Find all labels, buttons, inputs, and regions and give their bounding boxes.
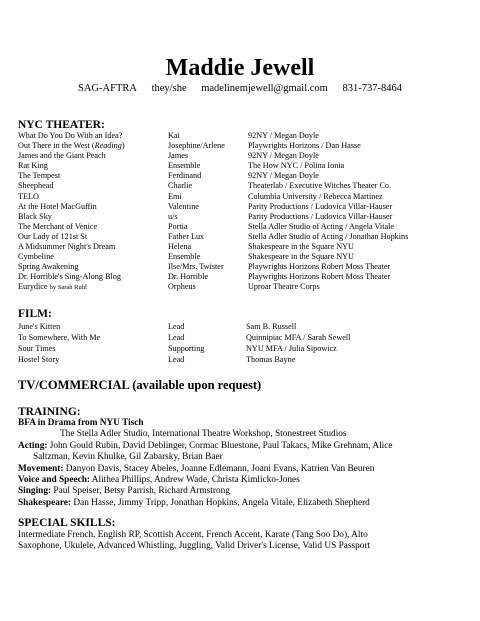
role: Helena [168,242,192,252]
contact-line [0,82,480,96]
company: Shakespeare in the Square NYU [248,242,354,252]
company: Columbia University / Rebecca Martinez [248,191,383,201]
tv-commercial-heading: TV/COMMERCIAL (available upon request) [18,378,262,392]
role: Portia [168,221,188,231]
show-title: Our Lady of 121st St [18,231,88,241]
director: NYU MFA / Julia Sipowicz [246,344,337,353]
show-title: Sheephead [18,181,54,191]
pronouns: they/she [151,83,187,94]
training-item-movement: Movement: Danyon Davis, Stacey Abeles, Joanne Edlemann, Joani Evans, Katrien Van Beuren [18,463,375,474]
role: Lead [168,355,185,364]
company: Playwrights Horizons Robert Moss Theater [248,272,391,282]
company: Uproar Theatre Corps [248,282,320,292]
company: Stella Adler Studio of Acting / Jonathan Hopkins [248,231,409,241]
company: Parity Productions / Ludovica Villar-Hauser [248,211,393,221]
show-title: Rat King [18,161,48,171]
company: 92NY / Megan Doyle [248,151,319,161]
training-item-voice: Voice and Speech: Alithea Phillips, Andrew Wade, Christa Kimlicko-Jones [18,475,300,486]
company: 92NY / Megan Doyle [248,171,319,181]
director: Thomas Bayne [246,355,296,364]
show-title: Spring Awakening [18,262,79,272]
show-title: Cymbeline [18,252,54,262]
role: James [168,151,189,161]
training-heading: TRAINING: [18,406,81,418]
role: Ferdinand [168,171,202,181]
phone-number: 831-737-8464 [342,83,402,94]
show-title: James and the Giant Peach [18,151,106,161]
training-item-shakespeare: Shakespeare: Dan Hasse, Jimmy Tripp, Jonathan Hopkins, Angela Vitale, Elizabeth Shepherd [18,497,370,508]
director: Quinnipiac MFA / Sarah Sewell [246,333,351,342]
role: Ensemble [168,252,201,262]
show-title: Eurydice by Sarah Ruhl [18,282,87,292]
show-title: The Merchant of Venice [18,221,98,231]
degree: BFA in Drama from NYU Tisch [18,418,144,428]
special-skills-heading: SPECIAL SKILLS: [18,517,116,529]
film-title: Hostel Story [18,355,60,364]
show-title: What Do You Do With an Idea? [18,131,123,140]
actor-name: Maddie Jewell [165,55,315,81]
role: Lead [168,333,185,342]
film-title: To Somewhere, With Me [18,333,101,342]
role: Ensemble [168,161,201,171]
film-title: June's Kitten [18,322,61,331]
union-affiliation: SAG-AFTRA [78,83,137,94]
skills-line: Intermediate French, English RP, Scottish Accent, French Accent, Karate (Tang Soo Do), Alto [18,530,368,540]
company: The How NYC / Polina Ionia [248,161,345,171]
company: Parity Productions / Ludovica Villar-Hauser [248,201,393,211]
role: Josephine/Arlene [168,141,225,151]
director: Sam B. Russell [246,322,297,331]
role: Charlie [168,181,193,191]
email-address: madelinemjewell@gmail.com [201,83,328,94]
role: Father Lux [168,231,205,241]
nyc-theater-heading: NYC THEATER: [18,119,105,131]
role: Emi [168,191,182,201]
studios: The Stella Adler Studio, International Theatre Workshop, Stonestreet Studios [60,429,347,440]
show-title: A Midsummer Night's Dream [18,242,116,252]
role: Supporting [168,344,205,353]
training-item-singing: Singing: Paul Speiser, Betsy Parrish, Richard Armstrong [18,486,230,497]
special-skills-text [18,530,468,553]
role: u/s [168,211,178,221]
company: Playwrights Horizons Robert Moss Theater [248,262,391,272]
show-title: TELO [18,191,39,201]
training-section [18,418,468,509]
company: Playwrights Horizons / Dan Hasse [248,141,361,151]
show-title: Out There in the West (Reading) [18,141,125,151]
training-item-acting: Acting: John Gould Rubin, David Deblinger, Cormac Bluestone, Paul Takacs, Mike Grehnam, Alice [18,440,393,451]
role: Valentine [168,201,199,211]
role: Lead [168,322,185,331]
training-item-acting-cont: Saltzman, Kevin Khulke, Gil Zabarsky, Brian Baer [33,452,223,463]
skills-line: Saxophone, Ukulele, Advanced Whistling, Juggling, Valid Driver's License, Valid US Passport [18,541,371,552]
company: Theaterlab / Executive Witches Theater Co. [248,181,392,191]
company: 92NY / Megan Doyle [248,131,319,140]
company: Stella Adler Studio of Acting / Angela Vitale [248,221,395,231]
film-heading: FILM: [18,308,52,320]
show-title: Black Sky [18,211,52,221]
role: Orpheus [168,282,196,292]
show-title: The Tempest [18,171,61,181]
role: Ilse/Mrs. Twister [168,262,224,272]
show-title: Dr. Horrible's Sing-Along Blog [18,272,121,282]
role: Kai [168,131,180,140]
show-title: At the Hotel MacGuffin [18,201,97,211]
company: Shakespeare in the Square NYU [248,252,354,262]
film-title: Sour Times [18,344,56,353]
role: Dr. Horrible [168,272,209,282]
